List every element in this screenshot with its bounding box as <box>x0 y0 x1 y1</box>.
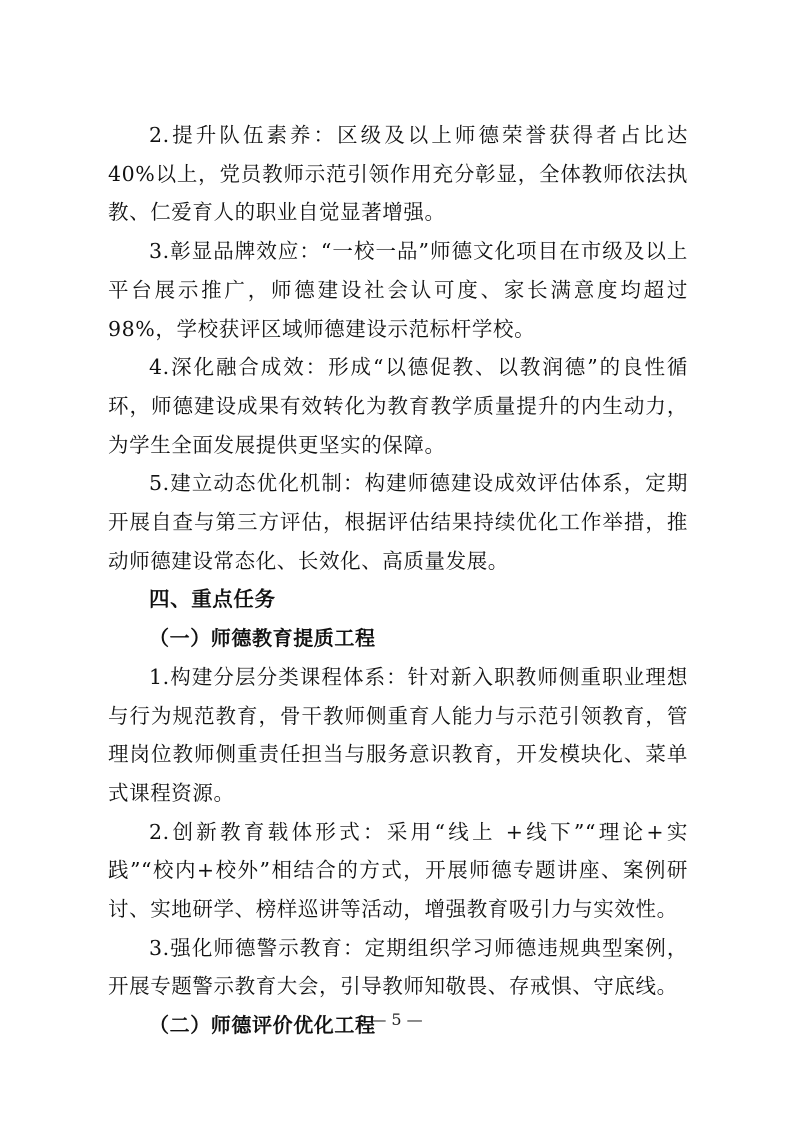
subsection-heading-evaluation: （二）师德评价优化工程 <box>149 1013 376 1038</box>
paragraph-goal-5: 5.建立动态优化机制：构建师德建设成效评估体系，定期开展自查与第三方评估，根据评估结果持续优化工作举措，推动师德建设常态化、长效化、高质量发展。 <box>108 471 688 573</box>
subsection-heading-education: （一）师德教育提质工程 <box>149 626 376 651</box>
paragraph-goal-2: 2.提升队伍素养：区级及以上师德荣誉获得者占比达 40%以上，党员教师示范引领作用充分彰显，全体教师依法执教、仁爱育人的职业自觉显著增强。 <box>108 123 688 225</box>
paragraph-task-2: 2.创新教育载体形式：采用“线上 +线下”“理论+实践”“校内+校外”相结合的方式，开展师德专题讲座、案例研讨、实地研学、榜样巡讲等活动，增强教育吸引力与实效性。 <box>108 819 688 922</box>
section-heading-key-tasks: 四、重点任务 <box>149 587 276 612</box>
document-body <box>108 116 688 1045</box>
page-number: — 5 — <box>370 1010 423 1029</box>
paragraph-task-1: 1.构建分层分类课程体系：针对新入职教师侧重职业理想与行为规范教育，骨干教师侧重育人能力与示范引领教育，管理岗位教师侧重责任担当与服务意识教育，开发模块化、菜单式课程资源。 <box>108 664 688 805</box>
paragraph-goal-4: 4.深化融合成效：形成“以德促教、以教润德”的良性循环，师德建设成果有效转化为教育教学质量提升的内生动力，为学生全面发展提供更坚实的保障。 <box>108 355 688 457</box>
paragraph-goal-3: 3.彰显品牌效应：“一校一品”师德文化项目在市级及以上平台展示推广，师德建设社会认可度、家长满意度均超过 98%，学校获评区域师德建设示范标杆学校。 <box>108 239 688 341</box>
paragraph-task-3: 3.强化师德警示教育：定期组织学习师德违规典型案例，开展专题警示教育大会，引导教师知敬畏、存戒惧、守底线。 <box>108 935 688 999</box>
